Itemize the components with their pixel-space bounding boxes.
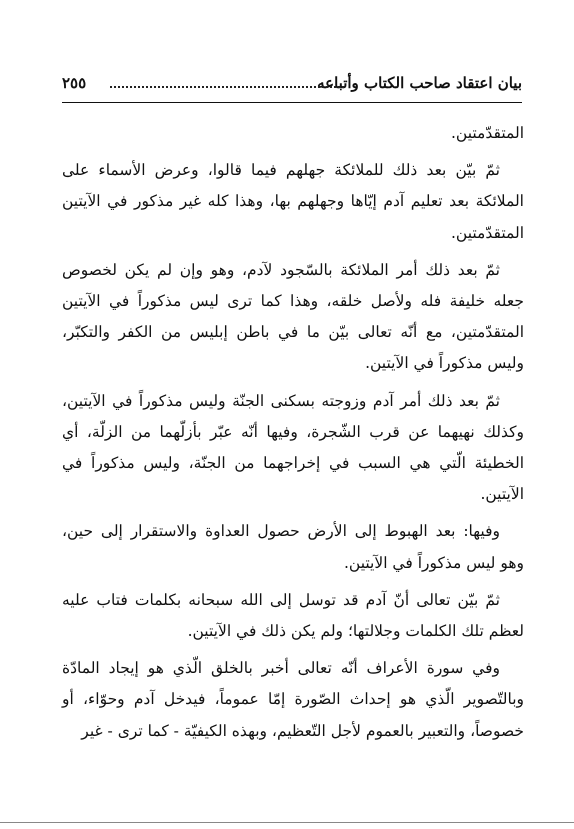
paragraph-2: ثمّ بيّن بعد ذلك للملائكة جهلهم فيما قالوا، وعرض الأسماء على الملائكة بعد تعليم آدم إيّاها وجهلهم بها، وهذا كله غير مذكور في الآيتين المتقدّمتين.	[62, 161, 524, 242]
running-header	[62, 74, 522, 100]
paragraph-5: وفيها: بعد الهبوط إلى الأرض حصول العداوة والاستقرار إلى حين، وهو ليس مذكوراً في الآيتين.	[62, 522, 524, 572]
header-leader-dots	[110, 86, 344, 88]
page-number: ٢٥٥	[62, 74, 87, 92]
header-divider	[62, 102, 522, 103]
paragraph-7: وفي سورة الأعراف أنّه تعالى أخبر بالخلق الّذي هو إيجاد المادّة وبالتّصوير الّذي هو إحداث الصّورة إمّا عموماً، فيدخل آدم وحوّاء، أو خصوصاً، والتعبير بالعموم لأجل التّعظيم، وبهذه الكيفيّة - كما ترى - غير	[62, 659, 524, 740]
body-text	[62, 118, 524, 753]
paragraph-3: ثمّ بعد ذلك أمر الملائكة بالسّجود لآدم، وهو وإن لم يكن لخصوص جعله خليفة فله ولأصل خلقه، وهذا كما ترى ليس مذكوراً في الآيتين المتقدّمتين، مع أنّه تعالى بيّن ما في باطن إبليس من الكفر والتكبّر، وليس مذكوراً في الآيتين.	[62, 260, 524, 373]
page-bottom-edge	[0, 822, 574, 823]
header-title: بيان اعتقاد صاحب الكتاب وأتباعه	[317, 74, 522, 92]
paragraph-6: ثمّ بيّن تعالى أنّ آدم قد توسل إلى الله سبحانه بكلمات فتاب عليه لعظم تلك الكلمات وجلالتها؛ ولم يكن ذلك في الآيتين.	[62, 590, 524, 641]
paragraph-4: ثمّ بعد ذلك أمر آدم وزوجته بسكنى الجنّة وليس مذكوراً في الآيتين، وكذلك نهيهما عن قرب الشّجرة، وفيها أنّه عبّر بأزلّهما من الزلّة، أي الخطيئة الّتي هي السبب في إخراجهما من الجنّة، وليس مذكوراً في الآيتين.	[62, 391, 524, 504]
paragraph-1: المتقدّمتين.	[450, 124, 524, 142]
